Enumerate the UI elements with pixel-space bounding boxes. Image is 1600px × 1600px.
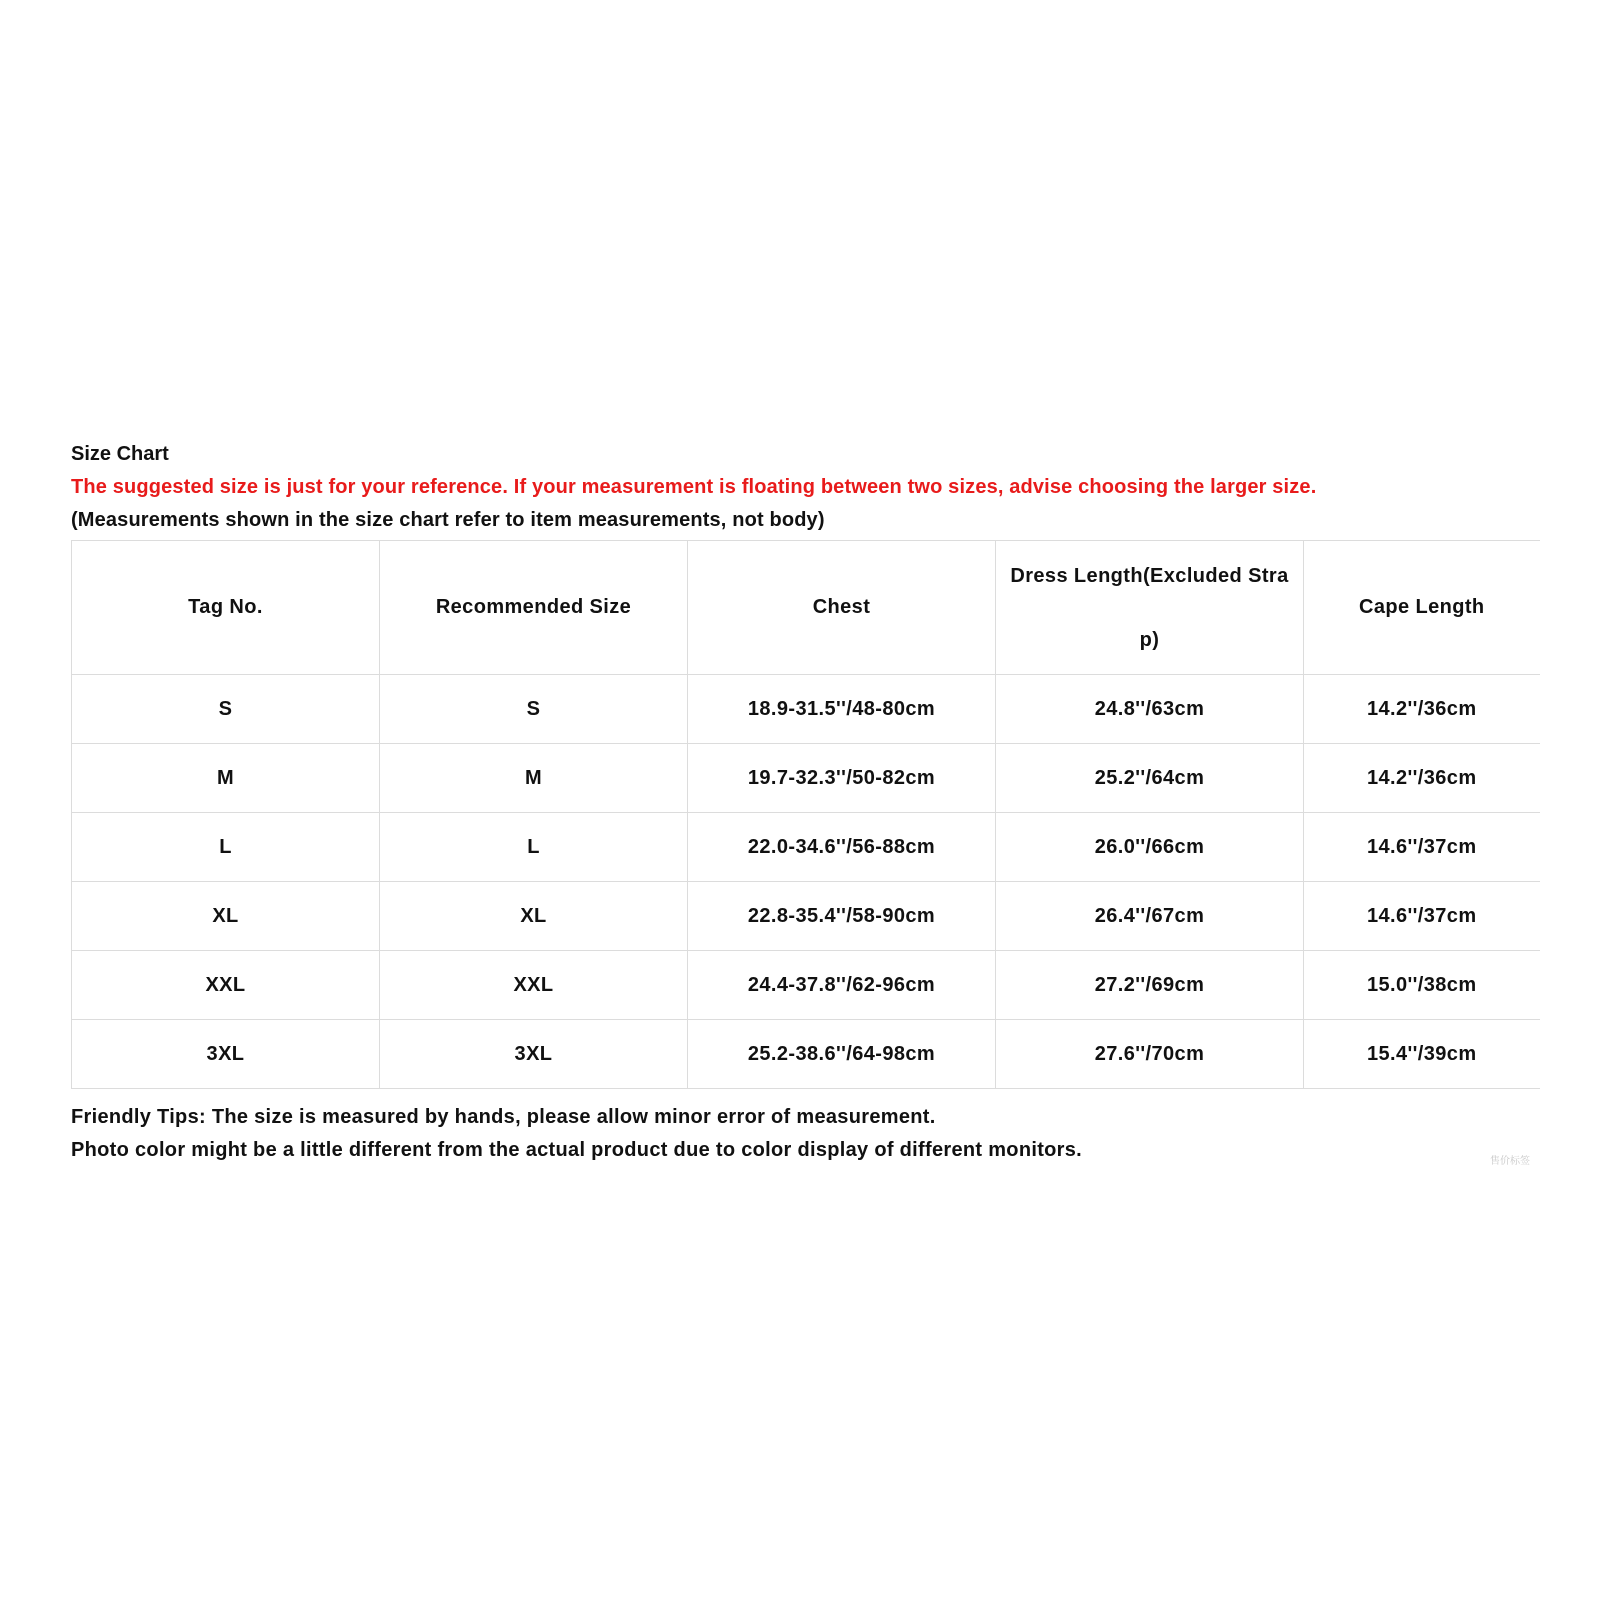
watermark: 售价标签 bbox=[1490, 1156, 1530, 1167]
cell-dress-length: 26.0''/66cm bbox=[996, 813, 1304, 882]
table-row bbox=[72, 882, 1540, 951]
column-header-chest: Chest bbox=[688, 541, 996, 675]
cell-chest: 24.4-37.8''/62-96cm bbox=[688, 951, 996, 1020]
dress-length-label: Dress Length(Excluded Strap) bbox=[1010, 564, 1289, 651]
cell-cape-length: 14.6''/37cm bbox=[1304, 882, 1540, 951]
tips-line-measurement: Friendly Tips: The size is measured by hands, please allow minor error of measurement. bbox=[71, 1106, 936, 1128]
cell-cape-length: 14.2''/36cm bbox=[1304, 675, 1540, 744]
size-table bbox=[71, 540, 1540, 1089]
table-row bbox=[72, 675, 1540, 744]
cell-recommended-size: L bbox=[380, 813, 688, 882]
cell-dress-length: 27.6''/70cm bbox=[996, 1020, 1304, 1089]
cell-chest: 22.0-34.6''/56-88cm bbox=[688, 813, 996, 882]
cell-recommended-size: M bbox=[380, 744, 688, 813]
table-row bbox=[72, 813, 1540, 882]
cell-cape-length: 15.0''/38cm bbox=[1304, 951, 1540, 1020]
friendly-tips bbox=[71, 1101, 1539, 1167]
column-header-tag-no: Tag No. bbox=[72, 541, 380, 675]
table-row bbox=[72, 1020, 1540, 1089]
cell-chest: 18.9-31.5''/48-80cm bbox=[688, 675, 996, 744]
cell-chest: 22.8-35.4''/58-90cm bbox=[688, 882, 996, 951]
table-row bbox=[72, 744, 1540, 813]
cell-dress-length: 26.4''/67cm bbox=[996, 882, 1304, 951]
cell-recommended-size: S bbox=[380, 675, 688, 744]
cell-tag-no: 3XL bbox=[72, 1020, 380, 1089]
cell-cape-length: 14.2''/36cm bbox=[1304, 744, 1540, 813]
cell-dress-length: 25.2''/64cm bbox=[996, 744, 1304, 813]
size-chart-title: Size Chart bbox=[71, 443, 169, 465]
cell-tag-no: M bbox=[72, 744, 380, 813]
tips-line-photo-color: Photo color might be a little different from the actual product due to color display of different monitors. bbox=[71, 1139, 1083, 1161]
cell-tag-no: XXL bbox=[72, 951, 380, 1020]
column-header-cape-length: Cape Length bbox=[1304, 541, 1540, 675]
size-notice: The suggested size is just for your reference. If your measurement is floating between two sizes, advise choosing the larger size. bbox=[71, 476, 1317, 498]
measurement-note: (Measurements shown in the size chart refer to item measurements, not body) bbox=[71, 509, 825, 531]
column-header-recommended-size: Recommended Size bbox=[380, 541, 688, 675]
cell-tag-no: S bbox=[72, 675, 380, 744]
column-header-dress-length bbox=[996, 541, 1304, 675]
cell-dress-length: 24.8''/63cm bbox=[996, 675, 1304, 744]
cell-dress-length: 27.2''/69cm bbox=[996, 951, 1304, 1020]
cell-tag-no: XL bbox=[72, 882, 380, 951]
cell-chest: 25.2-38.6''/64-98cm bbox=[688, 1020, 996, 1089]
cell-recommended-size: 3XL bbox=[380, 1020, 688, 1089]
cell-chest: 19.7-32.3''/50-82cm bbox=[688, 744, 996, 813]
cell-recommended-size: XL bbox=[380, 882, 688, 951]
table-row bbox=[72, 951, 1540, 1020]
cell-recommended-size: XXL bbox=[380, 951, 688, 1020]
cell-tag-no: L bbox=[72, 813, 380, 882]
cell-cape-length: 15.4''/39cm bbox=[1304, 1020, 1540, 1089]
size-chart bbox=[71, 441, 1539, 1167]
cell-cape-length: 14.6''/37cm bbox=[1304, 813, 1540, 882]
table-header-row bbox=[72, 541, 1540, 675]
